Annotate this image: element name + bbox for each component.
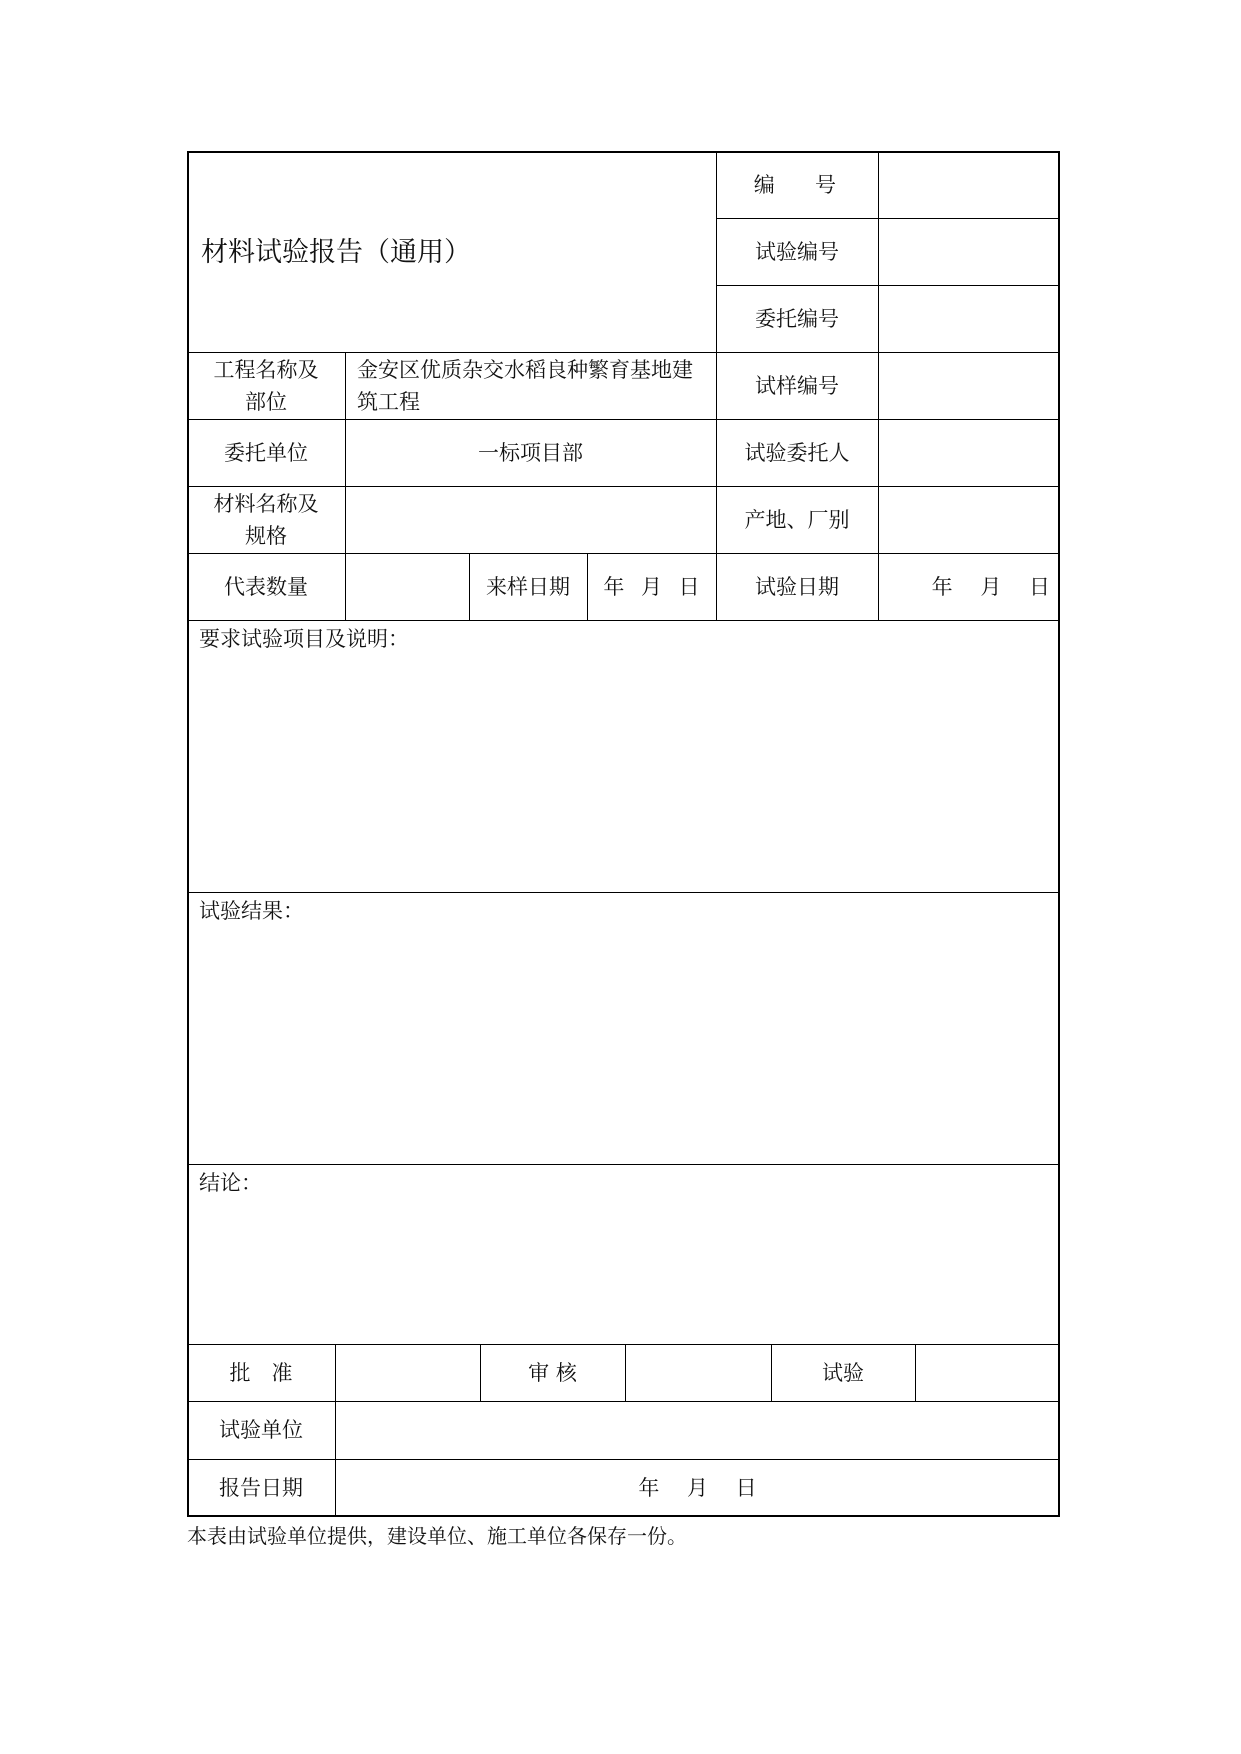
value-material-name[interactable] bbox=[345, 486, 716, 553]
value-review[interactable] bbox=[625, 1344, 771, 1401]
value-quantity[interactable] bbox=[345, 553, 469, 620]
label-commission-unit: 委托单位 bbox=[224, 440, 308, 465]
value-test[interactable] bbox=[915, 1344, 1060, 1401]
label-report-date: 报告日期 bbox=[219, 1476, 303, 1500]
value-project-name[interactable]: 金安区优质杂交水稻良种繁育基地建筑工程 bbox=[357, 357, 693, 414]
label-approve: 批 准 bbox=[229, 1360, 293, 1385]
label-quantity: 代表数量 bbox=[224, 574, 308, 599]
value-test-date[interactable]: 年 月 日 bbox=[931, 574, 1050, 599]
value-test-commissioner[interactable] bbox=[878, 419, 1060, 486]
value-approve[interactable] bbox=[335, 1344, 480, 1401]
label-test-number: 试验编号 bbox=[755, 239, 839, 264]
value-number[interactable] bbox=[878, 151, 1060, 218]
value-sample-number[interactable] bbox=[878, 352, 1060, 419]
label-number: 编 号 bbox=[753, 172, 841, 197]
label-origin: 产地、厂别 bbox=[744, 507, 850, 532]
label-requirements: 要求试验项目及说明： bbox=[199, 627, 409, 651]
value-sample-date[interactable]: 年 月 日 bbox=[603, 574, 700, 599]
row-divider bbox=[187, 1164, 1060, 1165]
value-commission-unit[interactable]: 一标项目部 bbox=[478, 440, 583, 465]
label-review: 审 核 bbox=[528, 1360, 577, 1385]
label-test-date: 试验日期 bbox=[755, 574, 839, 599]
label-commission-number: 委托编号 bbox=[755, 306, 839, 331]
value-origin[interactable] bbox=[878, 486, 1060, 553]
label-sample-number: 试样编号 bbox=[755, 373, 839, 398]
label-test: 试验 bbox=[822, 1360, 864, 1385]
label-project-name: 工程名称及 部位 bbox=[213, 357, 319, 414]
label-test-unit: 试验单位 bbox=[219, 1418, 303, 1442]
value-commission-number[interactable] bbox=[878, 285, 1060, 352]
value-report-date[interactable]: 年 月 日 bbox=[638, 1476, 757, 1500]
label-conclusion: 结论： bbox=[199, 1171, 262, 1195]
label-results: 试验结果： bbox=[199, 899, 304, 923]
value-test-unit[interactable] bbox=[335, 1401, 1060, 1459]
label-material-name: 材料名称及 规格 bbox=[213, 491, 319, 548]
row-divider bbox=[187, 892, 1060, 893]
report-title: 材料试验报告（通用） bbox=[201, 236, 471, 268]
footer-note: 本表由试验单位提供，建设单位、施工单位各保存一份。 bbox=[187, 1524, 687, 1548]
value-test-number[interactable] bbox=[878, 218, 1060, 285]
label-sample-date: 来样日期 bbox=[486, 574, 570, 599]
row-divider bbox=[187, 620, 1060, 621]
label-test-commissioner: 试验委托人 bbox=[744, 440, 850, 465]
